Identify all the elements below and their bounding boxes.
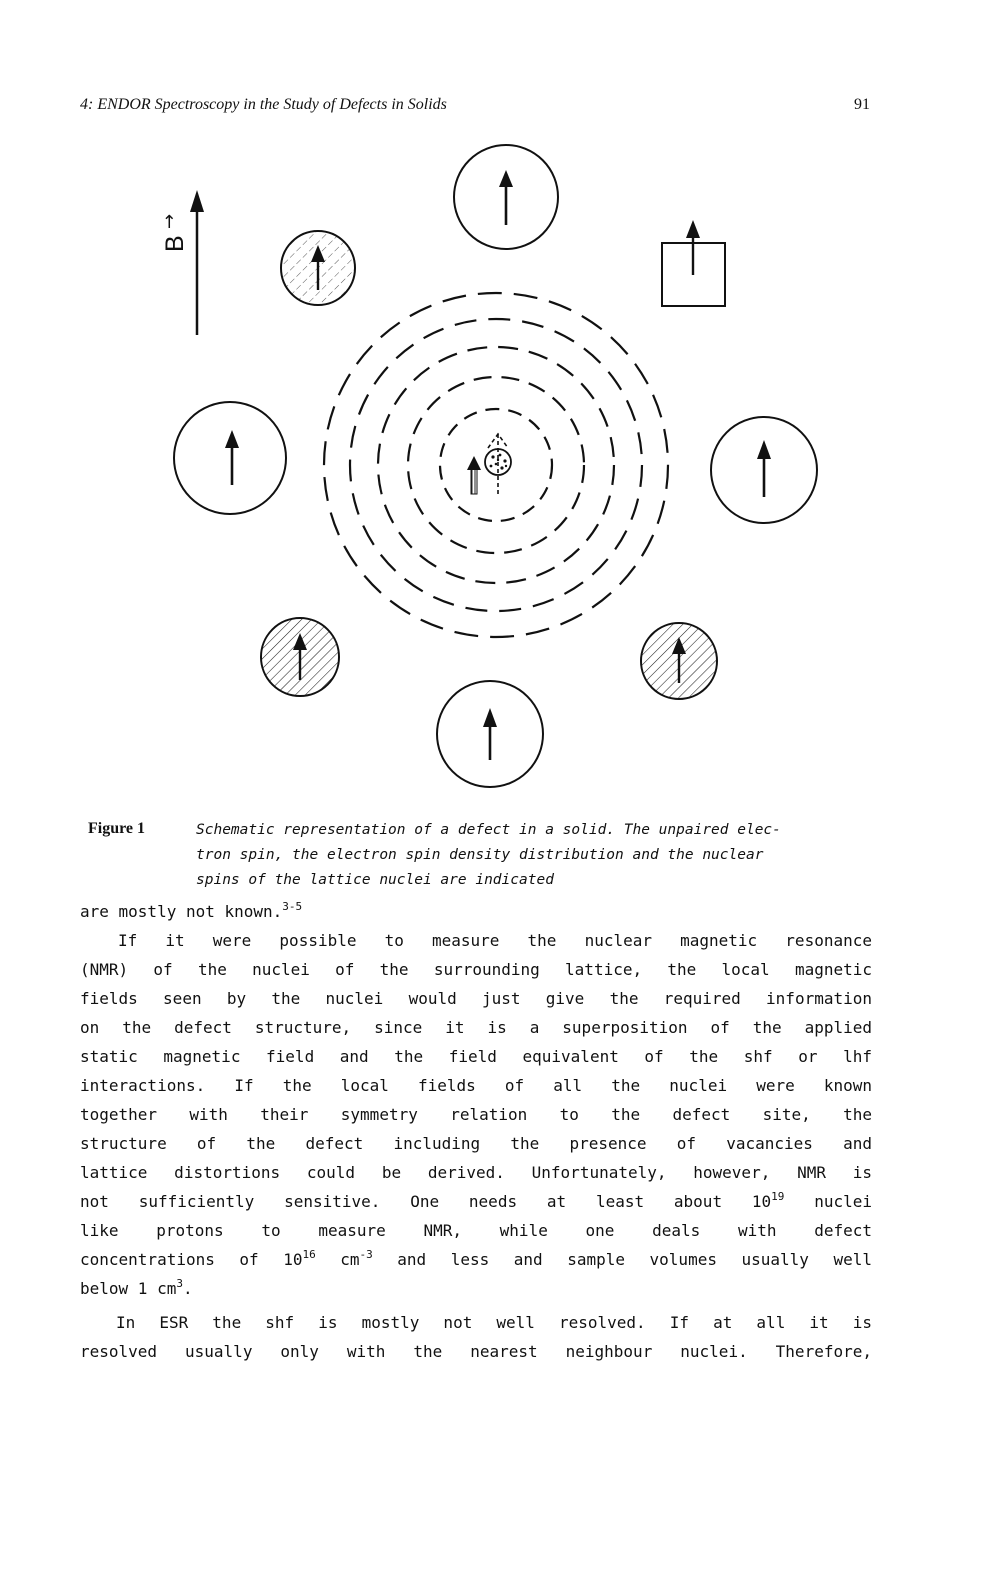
body-line: static magnetic field and the field equivalent of the shf or lhf (80, 1047, 872, 1066)
body-line: structure of the defect including the presence of vacancies and (80, 1134, 872, 1153)
running-head (80, 96, 870, 120)
body-line: lattice distortions could be derived. Unfortunately, however, NMR is (80, 1163, 872, 1182)
magnetic-field-vector (159, 190, 204, 335)
body-line: (NMR) of the nuclei of the surrounding lattice, the local magnetic (80, 960, 872, 979)
hatched-lattice-nucleus (641, 623, 717, 699)
body-line: In ESR the shf is mostly not well resolved. If at all it is (116, 1313, 872, 1332)
hatched-lattice-nucleus (261, 618, 339, 696)
defect-schematic-figure (0, 130, 1000, 810)
running-title: 4: ENDOR Spectroscopy in the Study of Defects in Solids (80, 96, 447, 113)
caption-text (196, 818, 876, 893)
hatched-lattice-nucleus (281, 231, 355, 305)
body-line: like protons to measure NMR, while one deals with defect (80, 1221, 872, 1240)
body-line: resolved usually only with the nearest neighbour nuclei. Therefore, (80, 1342, 872, 1361)
body-line: concentrations of $10^{16}$ $cm^{-3}$ and less and sample volumes usually well (80, 1248, 872, 1269)
body-line: interactions. If the local fields of all the nuclei were known (80, 1076, 872, 1095)
page-number: 91 (854, 96, 870, 113)
unpaired-electron-spin (467, 434, 511, 495)
lattice-nucleus (711, 417, 817, 523)
body-line: together with their symmetry relation to the defect site, the (80, 1105, 872, 1124)
body-line: on the defect structure, since it is a superposition of the applied (80, 1018, 872, 1037)
body-line: not sufficiently sensitive. One needs at least about $10^{19}$ nuclei (80, 1190, 872, 1211)
body-line: If it were possible to measure the nuclear magnetic resonance (118, 931, 872, 950)
lattice-nucleus (174, 402, 286, 514)
square-site (662, 220, 725, 306)
caption-label: Figure 1 (88, 820, 146, 837)
field-vector-arrow: → (159, 213, 180, 229)
caption-line: spins of the lattice nuclei are indicated (196, 872, 554, 888)
lattice-nucleus (454, 145, 558, 249)
field-label: B (161, 235, 189, 252)
body-line: fields seen by the nuclei would just give the required information (80, 989, 872, 1008)
caption-line: Schematic representation of a defect in a solid. The unpaired elec- (196, 822, 781, 838)
caption-line: tron spin, the electron spin density distribution and the nuclear (196, 847, 764, 863)
lattice-nucleus (437, 681, 543, 787)
body-line: are mostly not known.$^{3-5}$ (80, 900, 303, 921)
body-line: below 1 $cm^3$. (80, 1277, 193, 1298)
